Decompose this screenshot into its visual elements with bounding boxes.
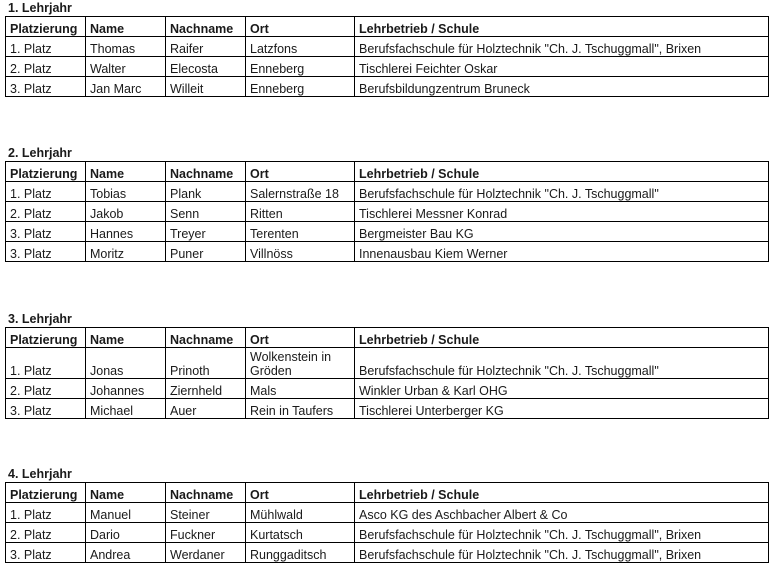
cell-platzierung: 3. Platz <box>6 543 86 563</box>
cell-name: Hannes <box>86 222 166 242</box>
header-nachname: Nachname <box>166 483 246 503</box>
cell-ort: Terenten <box>246 222 355 242</box>
cell-nachname: Ziernheld <box>166 379 246 399</box>
table-row <box>6 503 769 523</box>
header-lehrbetrieb: Lehrbetrieb / Schule <box>355 162 769 182</box>
cell-ort: Villnöss <box>246 242 355 262</box>
cell-lehrbetrieb: Winkler Urban & Karl OHG <box>355 379 769 399</box>
results-table <box>5 327 769 419</box>
header-name: Name <box>86 162 166 182</box>
results-table <box>5 161 769 262</box>
cell-platzierung: 2. Platz <box>6 523 86 543</box>
table-row <box>6 523 769 543</box>
cell-lehrbetrieb: Berufsfachschule für Holztechnik "Ch. J. Tschuggmall", Brixen <box>355 543 769 563</box>
header-platzierung: Platzierung <box>6 17 86 37</box>
cell-platzierung: 3. Platz <box>6 399 86 419</box>
cell-nachname: Treyer <box>166 222 246 242</box>
results-table <box>5 16 769 97</box>
cell-name: Walter <box>86 57 166 77</box>
cell-lehrbetrieb: Berufsfachschule für Holztechnik "Ch. J. Tschuggmall" <box>355 348 769 379</box>
cell-name: Michael <box>86 399 166 419</box>
header-lehrbetrieb: Lehrbetrieb / Schule <box>355 328 769 348</box>
cell-name: Dario <box>86 523 166 543</box>
header-row <box>6 328 769 348</box>
cell-nachname: Auer <box>166 399 246 419</box>
cell-nachname: Werdaner <box>166 543 246 563</box>
cell-nachname: Elecosta <box>166 57 246 77</box>
cell-lehrbetrieb: Tischlerei Feichter Oskar <box>355 57 769 77</box>
header-name: Name <box>86 17 166 37</box>
cell-lehrbetrieb: Tischlerei Messner Konrad <box>355 202 769 222</box>
header-ort: Ort <box>246 483 355 503</box>
section-title: 1. Lehrjahr <box>8 1 72 15</box>
cell-platzierung: 1. Platz <box>6 37 86 57</box>
section-title: 2. Lehrjahr <box>8 146 72 160</box>
cell-ort: Salernstraße 18 <box>246 182 355 202</box>
cell-ort: Ritten <box>246 202 355 222</box>
header-row <box>6 17 769 37</box>
table-row <box>6 182 769 202</box>
cell-platzierung: 2. Platz <box>6 57 86 77</box>
section-lehrjahr-2 <box>5 146 768 262</box>
cell-ort: Wolkenstein in Gröden <box>246 348 355 379</box>
header-nachname: Nachname <box>166 328 246 348</box>
table-row <box>6 57 769 77</box>
section-title: 3. Lehrjahr <box>8 312 72 326</box>
cell-lehrbetrieb: Bergmeister Bau KG <box>355 222 769 242</box>
table-row <box>6 37 769 57</box>
cell-platzierung: 1. Platz <box>6 503 86 523</box>
cell-platzierung: 1. Platz <box>6 348 86 379</box>
cell-nachname: Plank <box>166 182 246 202</box>
cell-ort: Mühlwald <box>246 503 355 523</box>
table-row <box>6 222 769 242</box>
cell-name: Tobias <box>86 182 166 202</box>
cell-name: Jonas <box>86 348 166 379</box>
cell-name: Jan Marc <box>86 77 166 97</box>
cell-nachname: Fuckner <box>166 523 246 543</box>
cell-name: Johannes <box>86 379 166 399</box>
table-row <box>6 77 769 97</box>
cell-ort: Enneberg <box>246 77 355 97</box>
cell-lehrbetrieb: Tischlerei Unterberger KG <box>355 399 769 419</box>
header-ort: Ort <box>246 328 355 348</box>
cell-platzierung: 2. Platz <box>6 202 86 222</box>
cell-platzierung: 1. Platz <box>6 182 86 202</box>
cell-name: Moritz <box>86 242 166 262</box>
cell-lehrbetrieb: Berufsfachschule für Holztechnik "Ch. J. Tschuggmall", Brixen <box>355 523 769 543</box>
cell-platzierung: 3. Platz <box>6 77 86 97</box>
results-table <box>5 482 769 563</box>
cell-platzierung: 3. Platz <box>6 222 86 242</box>
header-row <box>6 162 769 182</box>
header-ort: Ort <box>246 162 355 182</box>
cell-platzierung: 3. Platz <box>6 242 86 262</box>
cell-nachname: Senn <box>166 202 246 222</box>
cell-ort: Kurtatsch <box>246 523 355 543</box>
header-platzierung: Platzierung <box>6 162 86 182</box>
cell-name: Andrea <box>86 543 166 563</box>
header-nachname: Nachname <box>166 162 246 182</box>
header-name: Name <box>86 328 166 348</box>
cell-nachname: Prinoth <box>166 348 246 379</box>
section-lehrjahr-3 <box>5 312 768 419</box>
header-lehrbetrieb: Lehrbetrieb / Schule <box>355 483 769 503</box>
section-title: 4. Lehrjahr <box>8 467 72 481</box>
cell-nachname: Steiner <box>166 503 246 523</box>
table-row <box>6 379 769 399</box>
table-row <box>6 543 769 563</box>
cell-ort: Rein in Taufers <box>246 399 355 419</box>
cell-nachname: Puner <box>166 242 246 262</box>
header-row <box>6 483 769 503</box>
cell-name: Jakob <box>86 202 166 222</box>
header-lehrbetrieb: Lehrbetrieb / Schule <box>355 17 769 37</box>
cell-lehrbetrieb: Berufsfachschule für Holztechnik "Ch. J. Tschuggmall" <box>355 182 769 202</box>
cell-lehrbetrieb: Asco KG des Aschbacher Albert & Co <box>355 503 769 523</box>
cell-platzierung: 2. Platz <box>6 379 86 399</box>
cell-name: Manuel <box>86 503 166 523</box>
table-row <box>6 399 769 419</box>
header-nachname: Nachname <box>166 17 246 37</box>
header-platzierung: Platzierung <box>6 483 86 503</box>
cell-ort: Runggaditsch <box>246 543 355 563</box>
cell-lehrbetrieb: Berufsfachschule für Holztechnik "Ch. J. Tschuggmall", Brixen <box>355 37 769 57</box>
cell-lehrbetrieb: Innenausbau Kiem Werner <box>355 242 769 262</box>
section-lehrjahr-1 <box>5 1 768 97</box>
header-name: Name <box>86 483 166 503</box>
cell-lehrbetrieb: Berufsbildungzentrum Bruneck <box>355 77 769 97</box>
cell-name: Thomas <box>86 37 166 57</box>
header-platzierung: Platzierung <box>6 328 86 348</box>
table-row <box>6 348 769 379</box>
cell-ort: Enneberg <box>246 57 355 77</box>
table-row <box>6 242 769 262</box>
cell-ort: Mals <box>246 379 355 399</box>
section-lehrjahr-4 <box>5 467 768 563</box>
header-ort: Ort <box>246 17 355 37</box>
cell-nachname: Willeit <box>166 77 246 97</box>
cell-ort: Latzfons <box>246 37 355 57</box>
table-row <box>6 202 769 222</box>
cell-nachname: Raifer <box>166 37 246 57</box>
